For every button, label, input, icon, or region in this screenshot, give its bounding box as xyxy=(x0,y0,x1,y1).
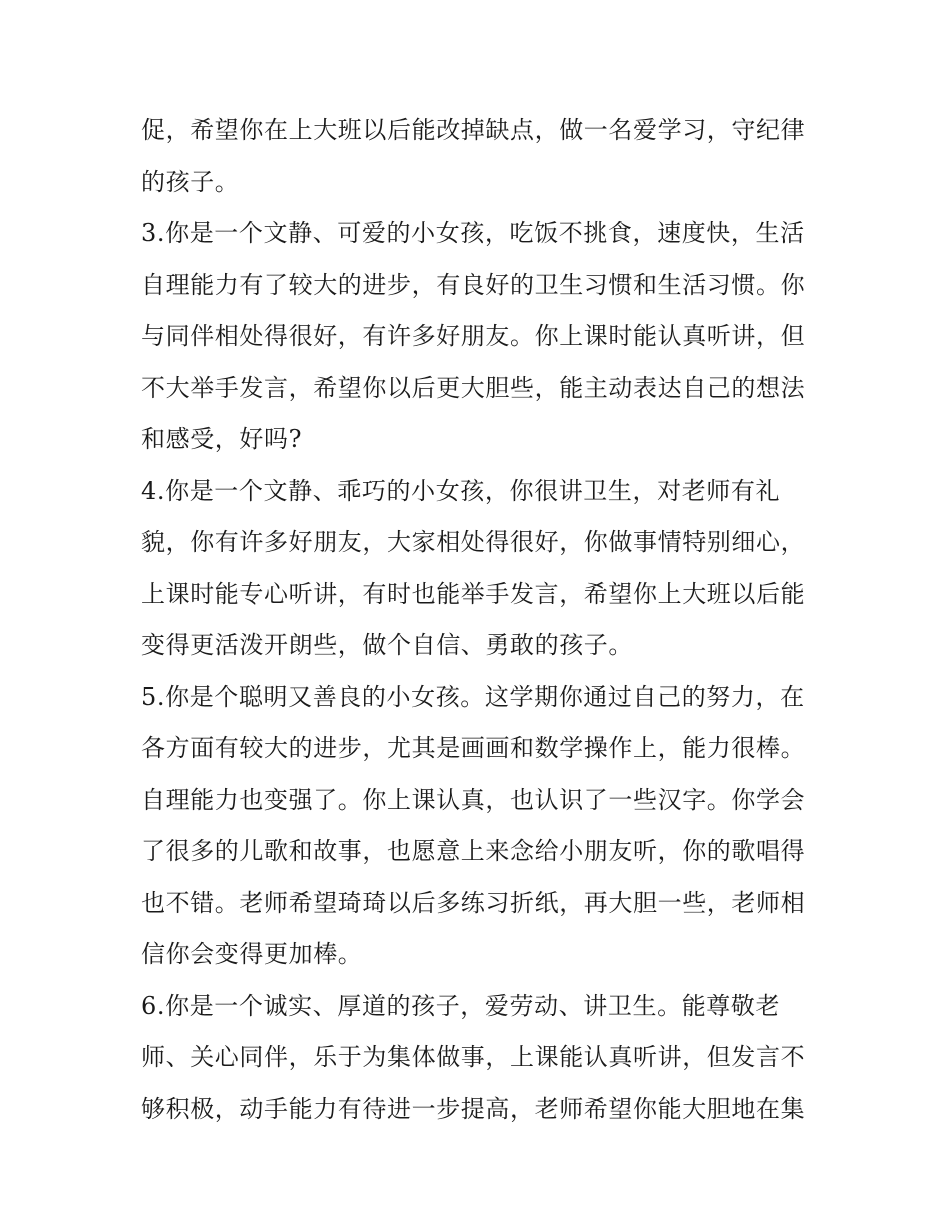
text-line: 自理能力有了较大的进步，有良好的卫生习惯和生活习惯。你 xyxy=(141,271,806,299)
text-line: 促，希望你在上大班以后能改掉缺点，做一名爱学习，守纪律 xyxy=(141,116,806,144)
text-line: 自理能力也变强了。你上课认真，也认识了一些汉字。你学会 xyxy=(141,786,806,814)
text-line: 6.你是一个诚实、厚道的孩子，爱劳动、讲卫生。能尊敬老 xyxy=(141,992,781,1020)
text-line: 和感受，好吗? xyxy=(141,425,303,453)
text-line: 貌，你有许多好朋友，大家相处得很好，你做事情特别细心， xyxy=(141,528,806,556)
text-line: 3.你是一个文静、可爱的小女孩，吃饭不挑食，速度快，生活 xyxy=(141,219,805,247)
text-line: 信你会变得更加棒。 xyxy=(141,940,363,968)
text-line: 4.你是一个文静、乖巧的小女孩，你很讲卫生，对老师有礼 xyxy=(141,477,781,505)
text-line: 不大举手发言，希望你以后更大胆些，能主动表达自己的想法 xyxy=(141,374,806,402)
text-line: 也不错。老师希望琦琦以后多练习折纸，再大胆一些，老师相 xyxy=(141,889,806,917)
text-line: 了很多的儿歌和故事，也愿意上来念给小朋友听，你的歌唱得 xyxy=(141,837,806,865)
text-line: 与同伴相处得很好，有许多好朋友。你上课时能认真听讲，但 xyxy=(141,322,806,350)
text-line: 上课时能专心听讲，有时也能举手发言，希望你上大班以后能 xyxy=(141,580,806,608)
text-line: 5.你是个聪明又善良的小女孩。这学期你通过自己的努力，在 xyxy=(141,683,805,711)
text-line: 师、关心同伴，乐于为集体做事，上课能认真听讲，但发言不 xyxy=(141,1043,806,1071)
text-line: 够积极，动手能力有待进一步提高，老师希望你能大胆地在集 xyxy=(141,1095,806,1123)
text-line: 各方面有较大的进步，尤其是画画和数学操作上，能力很棒。 xyxy=(141,734,806,762)
text-line: 的孩子。 xyxy=(141,168,240,196)
text-line: 变得更活泼开朗些，做个自信、勇敢的孩子。 xyxy=(141,631,633,659)
